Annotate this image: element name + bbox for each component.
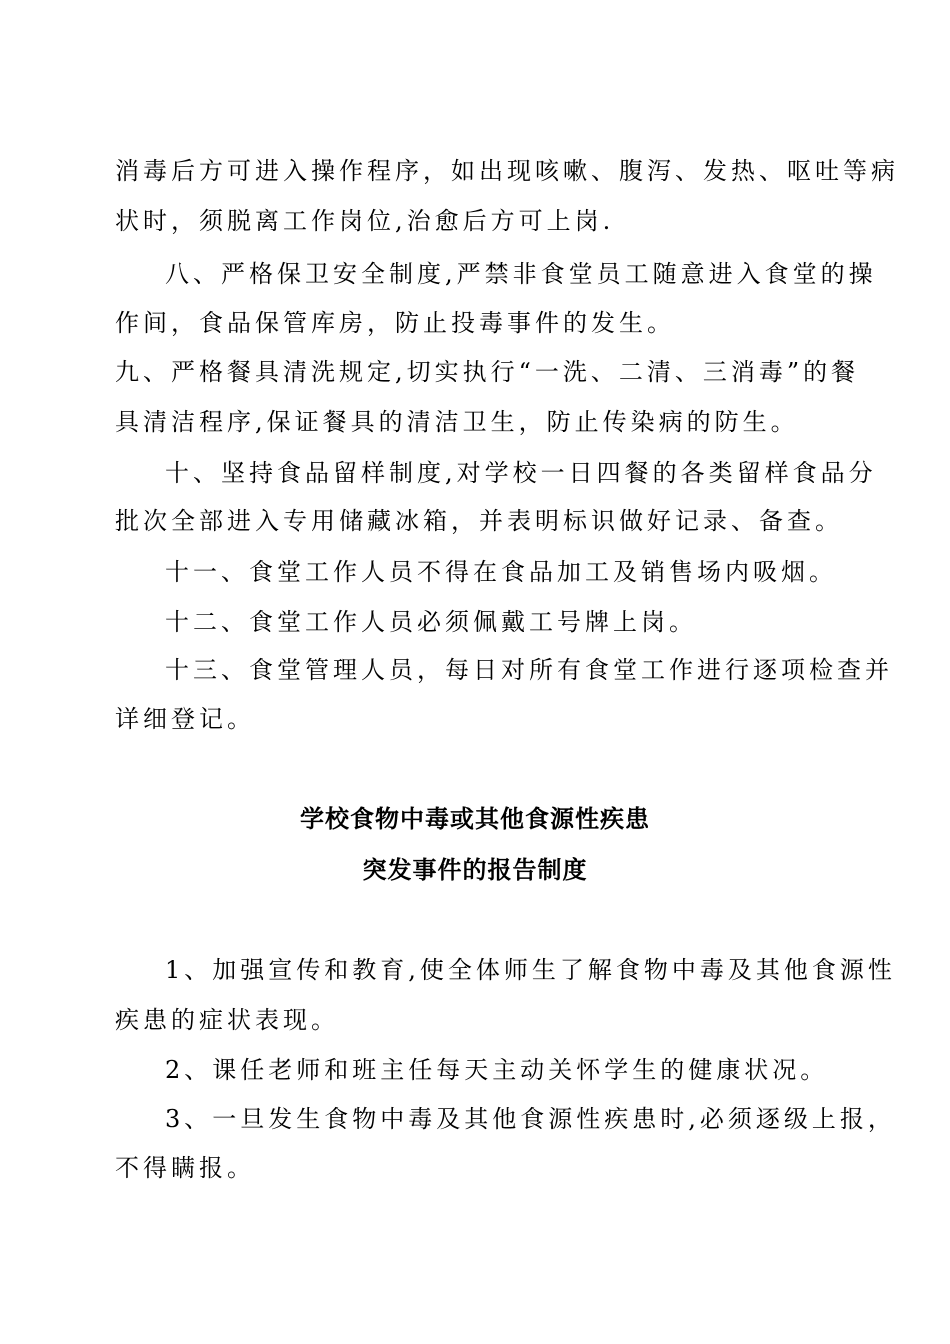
item-3-line-1: 3、一旦发生食物中毒及其他食源性疾患时,必须逐级上报， xyxy=(165,1105,896,1133)
rule-11-line-1: 十一、食堂工作人员不得在食品加工及销售场内吸烟。 xyxy=(165,558,837,586)
section-title-line-1: 学校食物中毒或其他食源性疾患 xyxy=(300,805,650,833)
rule-8-line-2: 作间，食品保管库房，防止投毒事件的发生。 xyxy=(115,309,675,337)
rule-9-line-1: 九、严格餐具清洗规定,切实执行“一洗、二清、三消毒”的餐 xyxy=(115,358,860,386)
item-1-line-2: 疾患的症状表现。 xyxy=(115,1006,339,1034)
rule-10-line-1: 十、坚持食品留样制度,对学校一日四餐的各类留样食品分 xyxy=(165,459,877,487)
paragraph-line: 状时，须脱离工作岗位,治愈后方可上岗. xyxy=(115,207,615,235)
item-3-line-2: 不得瞒报。 xyxy=(115,1154,255,1182)
rule-10-line-2: 批次全部进入专用储藏冰箱，并表明标识做好记录、备查。 xyxy=(115,507,843,535)
section-title-line-2: 突发事件的报告制度 xyxy=(362,856,588,884)
rule-8-line-1: 八、严格保卫安全制度,严禁非食堂员工随意进入食堂的操 xyxy=(165,260,877,288)
rule-13-line-2: 详细登记。 xyxy=(115,705,255,733)
rule-13-line-1: 十三、食堂管理人员，每日对所有食堂工作进行逐项检查并 xyxy=(165,656,893,684)
rule-12-line-1: 十二、食堂工作人员必须佩戴工号牌上岗。 xyxy=(165,608,697,636)
paragraph-line: 消毒后方可进入操作程序，如出现咳嗽、腹泻、发热、呕吐等病 xyxy=(115,157,899,185)
item-2-line-1: 2、课任老师和班主任每天主动关怀学生的健康状况。 xyxy=(165,1056,829,1084)
item-1-line-1: 1、加强宣传和教育,使全体师生了解食物中毒及其他食源性 xyxy=(165,956,896,984)
rule-9-line-2: 具清洁程序,保证餐具的清洁卫生，防止传染病的防生。 xyxy=(115,408,799,436)
